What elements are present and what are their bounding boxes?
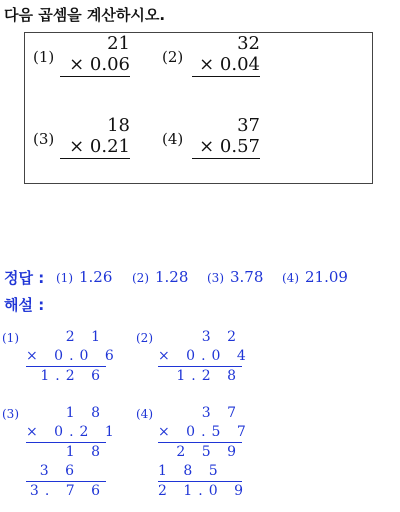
- problem-4-multiplicand: 37: [237, 115, 260, 136]
- answer-3: [207, 268, 263, 286]
- problem-4: [192, 115, 260, 159]
- problem-4-multiplier: × 0.57: [199, 136, 260, 157]
- problem-2-multiplier: × 0.04: [199, 54, 260, 75]
- solution-4-multiplier: × 0.5 7: [158, 424, 252, 440]
- problem-4-rule: [192, 158, 260, 159]
- solution-number-2: (2): [136, 331, 153, 345]
- solution-4-result: 2 1.0 9: [158, 483, 249, 499]
- solution-1-result: 1.2 6: [40, 368, 106, 384]
- problem-number-3: (3): [33, 130, 55, 148]
- answer-4: [282, 268, 348, 286]
- solution-4: [158, 404, 252, 501]
- answer-2: [132, 268, 188, 286]
- problem-3: [60, 115, 130, 159]
- answer-2-value: 1.28: [155, 268, 189, 286]
- solution-1-multiplicand: 2 1: [65, 329, 106, 345]
- solution-2-result: 1.2 8: [176, 368, 242, 384]
- solution-3-multiplier: × 0.2 1: [26, 424, 120, 440]
- solution-3-result: 3. 7 6: [29, 483, 106, 499]
- answer-3-value: 3.78: [230, 268, 264, 286]
- problem-2-multiplicand: 32: [237, 33, 260, 54]
- solution-2-multiplicand: 3 2: [201, 329, 242, 345]
- explanation-label: 해설 :: [4, 296, 45, 314]
- solution-4-multiplicand: 3 7: [201, 405, 242, 421]
- solution-number-1: (1): [2, 331, 19, 345]
- answer-2-number: (2): [132, 271, 149, 285]
- problem-number-1: (1): [33, 48, 55, 66]
- answer-1-value: 1.26: [79, 268, 113, 286]
- problem-3-multiplier: × 0.21: [69, 136, 130, 157]
- problem-2: [192, 33, 260, 77]
- answer-1-number: (1): [56, 271, 73, 285]
- problem-1-multiplier: × 0.06: [69, 54, 130, 75]
- solution-1: [26, 328, 120, 386]
- problem-1-multiplicand: 21: [107, 33, 130, 54]
- solution-2-multiplier: × 0.0 4: [158, 348, 252, 364]
- problem-1-rule: [60, 76, 130, 77]
- solution-1-multiplier: × 0.0 6: [26, 348, 120, 364]
- problem-3-rule: [60, 158, 130, 159]
- answer-1: [56, 268, 112, 286]
- instruction-title: 다음 곱셈을 계산하시오.: [4, 6, 166, 24]
- solution-2: [158, 328, 252, 386]
- solution-3-partial-2: 3 6: [39, 463, 80, 479]
- solution-number-3: (3): [2, 407, 19, 421]
- answer-3-number: (3): [207, 271, 224, 285]
- solution-4-partial-2: 1 8 5: [158, 463, 224, 479]
- problem-number-4: (4): [162, 130, 184, 148]
- solution-3-partial-1: 1 8: [65, 444, 106, 460]
- answer-label: 정답 :: [4, 269, 45, 287]
- answer-4-number: (4): [282, 271, 299, 285]
- solution-3-multiplicand: 1 8: [65, 405, 106, 421]
- problem-1: [60, 33, 130, 77]
- solution-number-4: (4): [136, 407, 153, 421]
- problem-3-multiplicand: 18: [107, 115, 130, 136]
- answer-4-value: 21.09: [305, 268, 348, 286]
- solution-3: [26, 404, 120, 501]
- problem-2-rule: [192, 76, 260, 77]
- problem-number-2: (2): [162, 48, 184, 66]
- solution-4-partial-1: 2 5 9: [176, 444, 242, 460]
